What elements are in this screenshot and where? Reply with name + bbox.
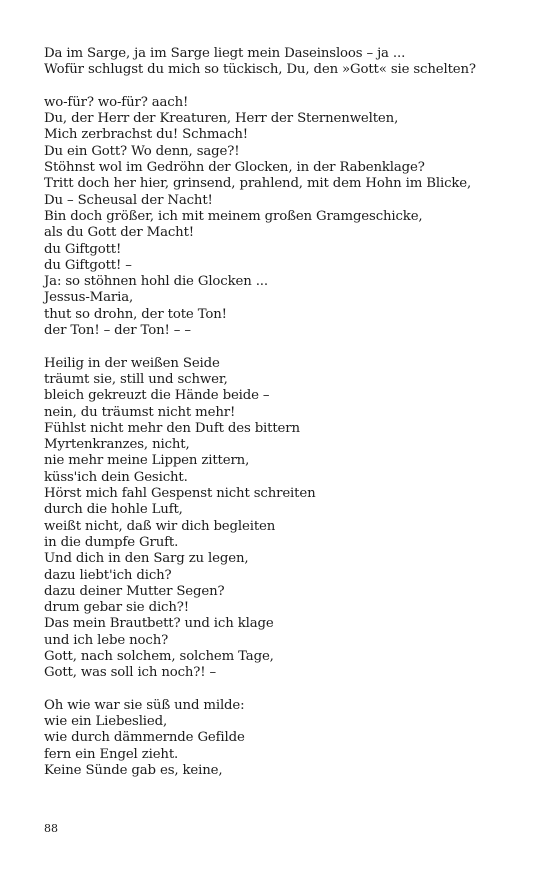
page-number: 88 [44,822,58,835]
poem-line: bleich gekreuzt die Hände beide – [44,388,270,404]
poem-line: in die dumpfe Gruft. [44,534,179,550]
poem-line: wie ein Liebeslied, [44,714,168,730]
poem-text [44,46,524,779]
poem-line: fern ein Engel zieht. [44,746,179,762]
poem-line: Stöhnst wol im Gedröhn der Glocken, in der Rabenklage? [44,160,425,176]
poem-line: Das mein Brautbett? und ich klage [44,616,274,632]
stanza [44,698,524,779]
poem-line: Du, der Herr der Kreaturen, Herr der Sternenwelten, [44,111,399,127]
poem-line: Keine Sünde gab es, keine, [44,763,223,779]
poem-line: küss'ich dein Gesicht. [44,469,188,485]
poem-line: wo-für? wo-für? aach! [44,94,189,110]
poem-line: träumt sie, still und schwer, [44,371,228,387]
stanza [44,356,524,682]
poem-line: Bin doch größer, ich mit meinem großen Gramgeschicke, [44,208,423,224]
poem-line: Gott, was soll ich noch?! – [44,665,217,681]
poem-line: der Ton! – der Ton! – – [44,323,191,339]
poem-line: Fühlst nicht mehr den Duft des bittern [44,420,300,436]
poem-line: Oh wie war sie süß und milde: [44,697,245,713]
poem-line: Hörst mich fahl Gespenst nicht schreiten [44,486,316,502]
poem-line: Heilig in der weißen Seide [44,355,220,371]
poem-line: thut so drohn, der tote Ton! [44,306,227,322]
poem-line: Myrtenkranzes, nicht, [44,437,190,453]
poem-line: Wofür schlugst du mich so tückisch, Du, den »Gott« sie schelten? [44,62,476,78]
poem-line: Jessus-Maria, [44,290,134,306]
poem-line: Du ein Gott? Wo denn, sage?! [44,143,240,159]
poem-line: und ich lebe noch? [44,632,169,648]
stanza [44,95,524,339]
poem-line: weißt nicht, daß wir dich begleiten [44,518,276,534]
poem-line: Du – Scheusal der Nacht! [44,192,213,208]
poem-line: Mich zerbrachst du! Schmach! [44,127,248,143]
poem-line: drum gebar sie dich?! [44,600,189,616]
poem-line: dazu liebt'ich dich? [44,567,172,583]
poem-line: Tritt doch her hier, grinsend, prahlend, mit dem Hohn im Blicke, [44,176,472,192]
poem-line: Gott, nach solchem, solchem Tage, [44,648,274,664]
poem-line: Und dich in den Sarg zu legen, [44,551,249,567]
poem-line: Da im Sarge, ja im Sarge liegt mein Daseinsloos – ja ... [44,46,406,61]
poem-line: als du Gott der Macht! [44,225,194,241]
poem-line: Ja: so stöhnen hohl die Glocken ... [44,274,268,290]
stanza [44,46,524,79]
poem-line: nie mehr meine Lippen zittern, [44,453,250,469]
poem-line: wie durch dämmernde Gefilde [44,730,245,746]
poem-line: dazu deiner Mutter Segen? [44,583,225,599]
poem-line: durch die hohle Luft, [44,502,183,518]
poem-line: du Giftgott! [44,241,122,257]
poem-line: du Giftgott! – [44,257,132,273]
poem-line: nein, du träumst nicht mehr! [44,404,236,420]
